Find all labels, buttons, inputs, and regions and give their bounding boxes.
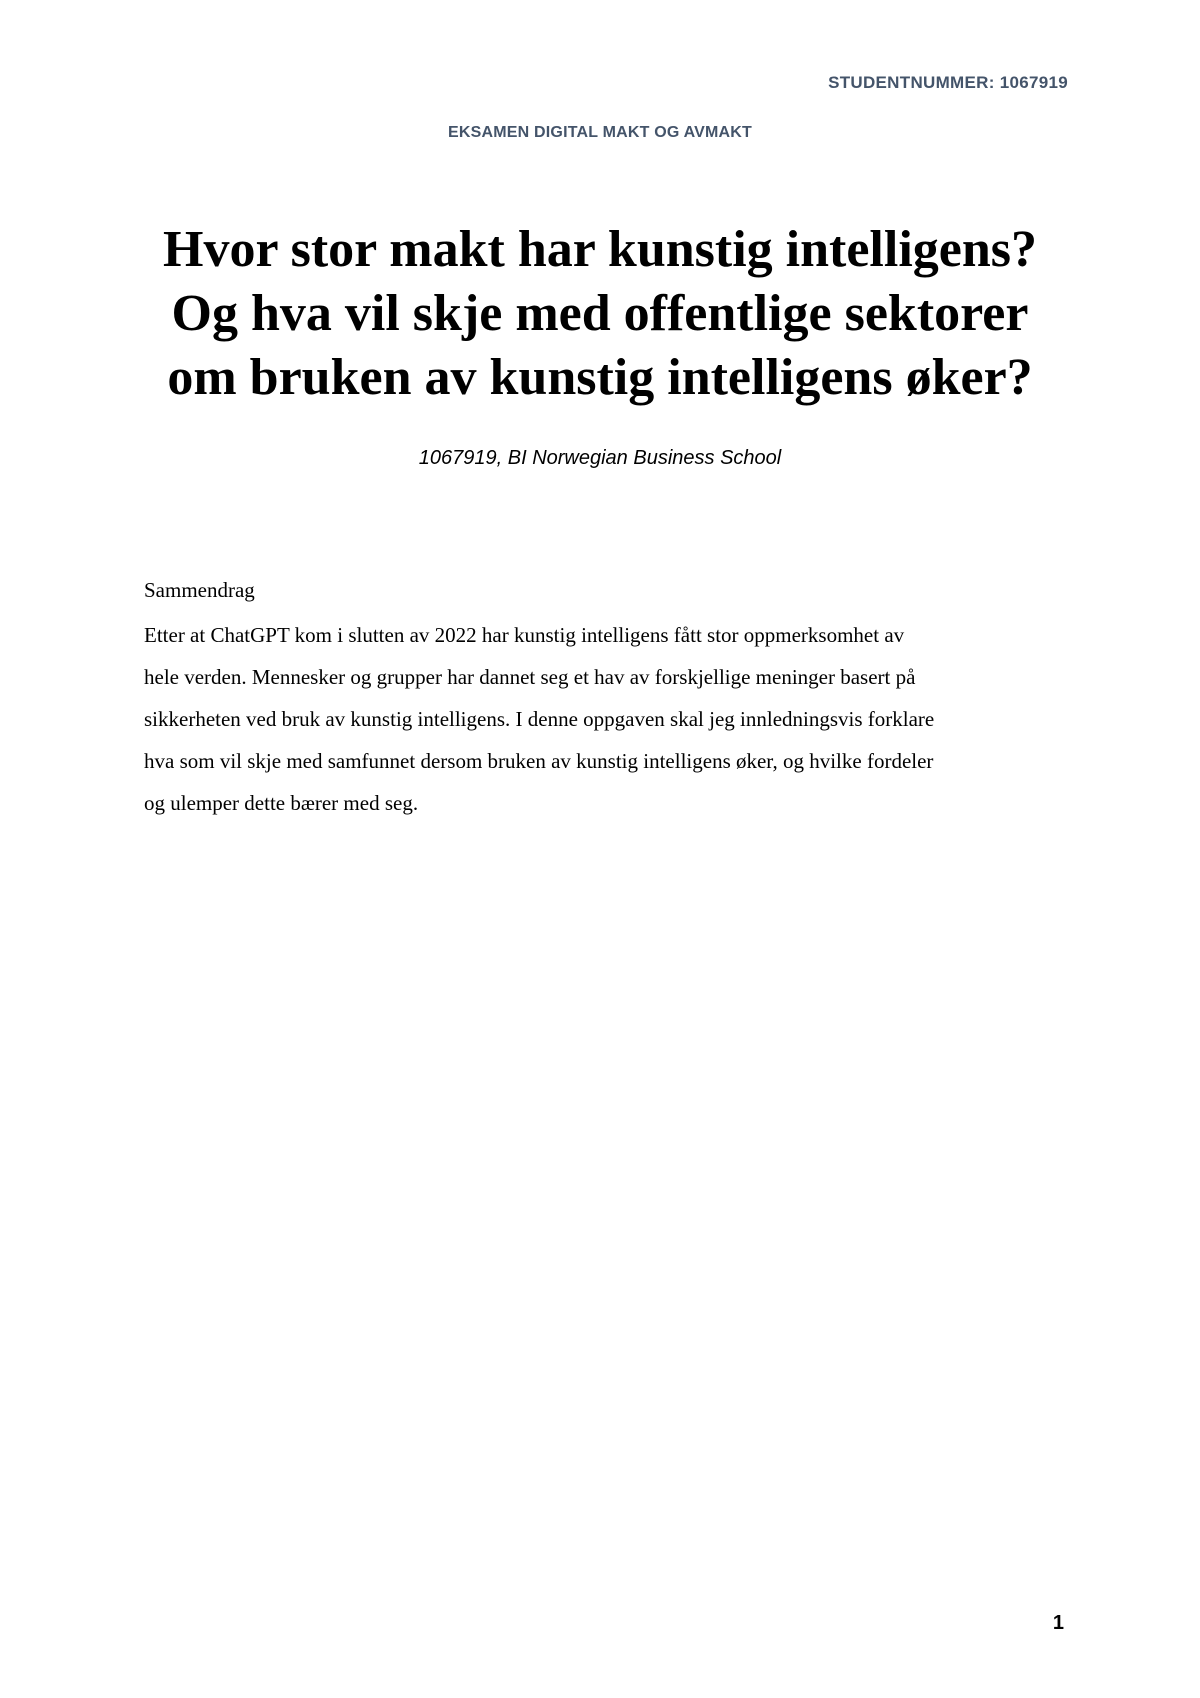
title-line: om bruken av kunstig intelligens øker? bbox=[167, 349, 1033, 406]
exam-title-header: EKSAMEN DIGITAL MAKT OG AVMAKT bbox=[447, 124, 753, 141]
abstract-line: hva som vil skje med samfunnet dersom bruken av kunstig intelligens øker, og hvilke fordeler bbox=[144, 749, 934, 773]
abstract-line: og ulemper dette bærer med seg. bbox=[144, 791, 419, 815]
title-line: Og hva vil skje med offentlige sektorer bbox=[171, 285, 1029, 342]
student-number: STUDENTNUMMER: 1067919 bbox=[828, 73, 1068, 92]
abstract-line: hele verden. Mennesker og grupper har dannet seg et hav av forskjellige meninger basert på bbox=[144, 665, 916, 689]
page-number: 1 bbox=[1052, 1612, 1064, 1634]
author-byline: 1067919, BI Norwegian Business School bbox=[418, 447, 782, 469]
document-title bbox=[120, 218, 1080, 410]
abstract-body bbox=[144, 614, 1064, 824]
abstract-line: sikkerheten ved bruk av kunstig intelligens. I denne oppgaven skal jeg innledningsvis forklare bbox=[144, 707, 935, 731]
abstract-line: Etter at ChatGPT kom i slutten av 2022 har kunstig intelligens fått stor oppmerksomhet av bbox=[144, 623, 905, 647]
title-line: Hvor stor makt har kunstig intelligens? bbox=[163, 221, 1037, 278]
abstract-heading: Sammendrag bbox=[144, 578, 255, 602]
